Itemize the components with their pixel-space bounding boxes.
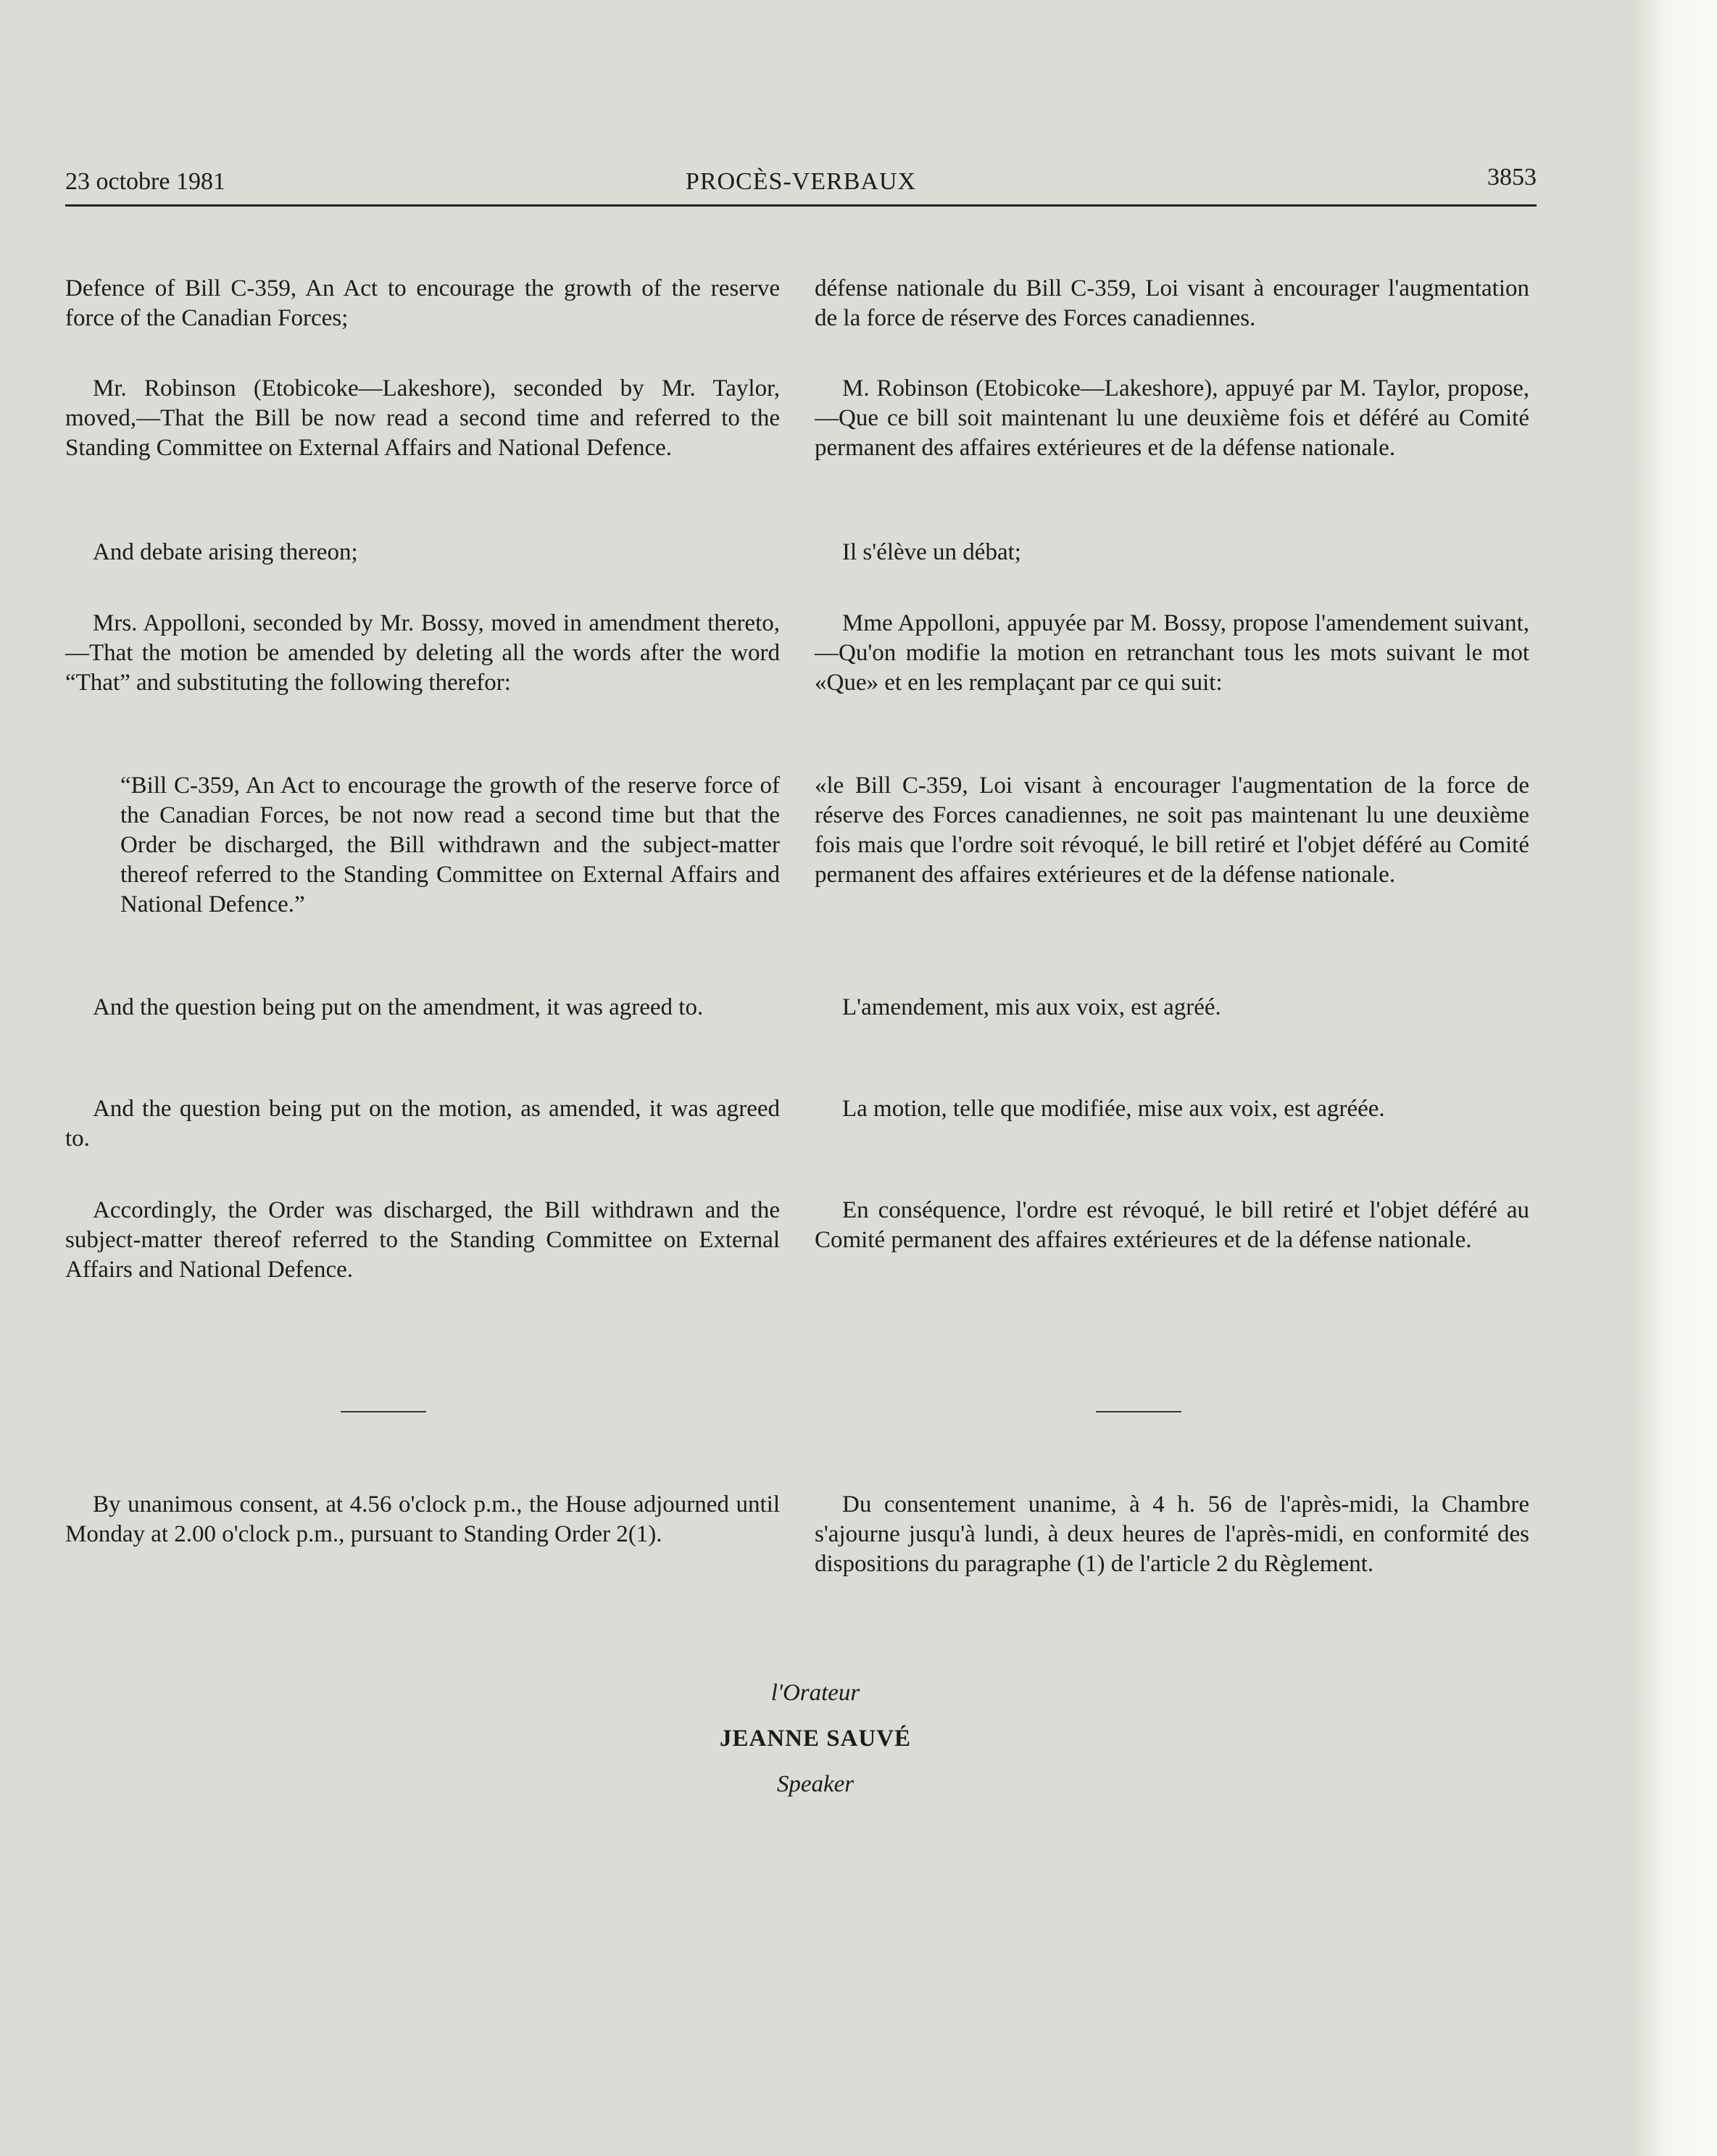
signature-name: JEANNE SAUVÉ (719, 1726, 912, 1752)
section-divider-left (341, 1411, 426, 1412)
en-paragraph-8: By unanimous consent, at 4.56 o'clock p.m., the House adjourned until Monday at 2.00 o'clock p.m., pursuant to Standing Order 2(1). (65, 1491, 780, 1547)
fr-paragraph-7: En conséquence, l'ordre est révoqué, le bill retiré et l'objet déféré au Comité permanent des affaires extérieures et de la défense nationale. (815, 1197, 1529, 1253)
en-paragraph-2: Mr. Robinson (Etobicoke—Lakeshore), seconded by Mr. Taylor, moved,—That the Bill be now read a second time and referred to the Standing Committee on External Affairs and National Defence. (65, 375, 780, 461)
en-paragraph-1: Defence of Bill C-359, An Act to encourage the growth of the reserve force of the Canadian Forces; (65, 275, 780, 331)
fr-paragraph-8: Du consentement unanime, à 4 h. 56 de l'après-midi, la Chambre s'ajourne jusqu'à lundi, à deux heures de l'après-midi, en conformité des dispositions du paragraphe (1) de l'article 2 du Règlement. (815, 1491, 1529, 1577)
fr-paragraph-5: L'amendement, mis aux voix, est agréé. (842, 994, 1221, 1020)
fr-paragraph-4: Mme Appolloni, appuyée par M. Bossy, propose l'amendement suivant,—Qu'on modifie la motion en retranchant tous les mots suivant le mot «Que» et en les remplaçant par ce qui suit: (815, 610, 1529, 696)
en-paragraph-4: Mrs. Appolloni, seconded by Mr. Bossy, moved in amendment thereto,—That the motion be amended by deleting all the words after the word “That” and substituting the following therefor: (65, 610, 780, 696)
page-spine-shadow (1631, 0, 1717, 2156)
header-page-number: 3853 (1487, 164, 1537, 191)
fr-paragraph-3: Il s'élève un débat; (842, 539, 1021, 565)
section-divider-right (1096, 1411, 1181, 1412)
en-paragraph-6: And the question being put on the motion, as amended, it was agreed to. (65, 1096, 780, 1152)
fr-paragraph-1: défense nationale du Bill C-359, Loi visant à encourager l'augmentation de la force de réserve des Forces canadiennes. (815, 275, 1529, 331)
signature-role-english: Speaker (776, 1771, 855, 1797)
fr-quoted-amendment: «le Bill C-359, Loi visant à encourager l'augmentation de la force de réserve des Forces canadiennes, ne soit pas maintenant lu une deuxième fois mais que l'ordre soit révoqué, le bill retiré et l'objet déféré au Comité permanent des affaires extérieures et de la défense nationale. (815, 773, 1529, 888)
fr-paragraph-2: M. Robinson (Etobicoke—Lakeshore), appuyé par M. Taylor, propose,—Que ce bill soit maintenant lu une deuxième fois et déféré au Comité permanent des affaires extérieures et de la défense nationale. (815, 375, 1529, 461)
page-header (65, 164, 1537, 207)
en-paragraph-7: Accordingly, the Order was discharged, the Bill withdrawn and the subject-matter thereof referred to the Standing Committee on External Affairs and National Defence. (65, 1197, 780, 1283)
signature-role-french: l'Orateur (770, 1680, 860, 1706)
header-title: PROCÈS-VERBAUX (685, 168, 917, 195)
fr-paragraph-6: La motion, telle que modifiée, mise aux voix, est agréée. (842, 1096, 1385, 1122)
en-quoted-amendment: “Bill C-359, An Act to encourage the growth of the reserve force of the Canadian Forces, be not now read a second time but that the Order be discharged, the Bill withdrawn and the subject-matter thereof referred to the Standing Committee on External Affairs and National Defence.” (120, 773, 780, 917)
en-paragraph-3: And debate arising thereon; (93, 539, 358, 565)
header-date: 23 octobre 1981 (65, 168, 225, 195)
en-paragraph-5: And the question being put on the amendment, it was agreed to. (93, 994, 704, 1020)
